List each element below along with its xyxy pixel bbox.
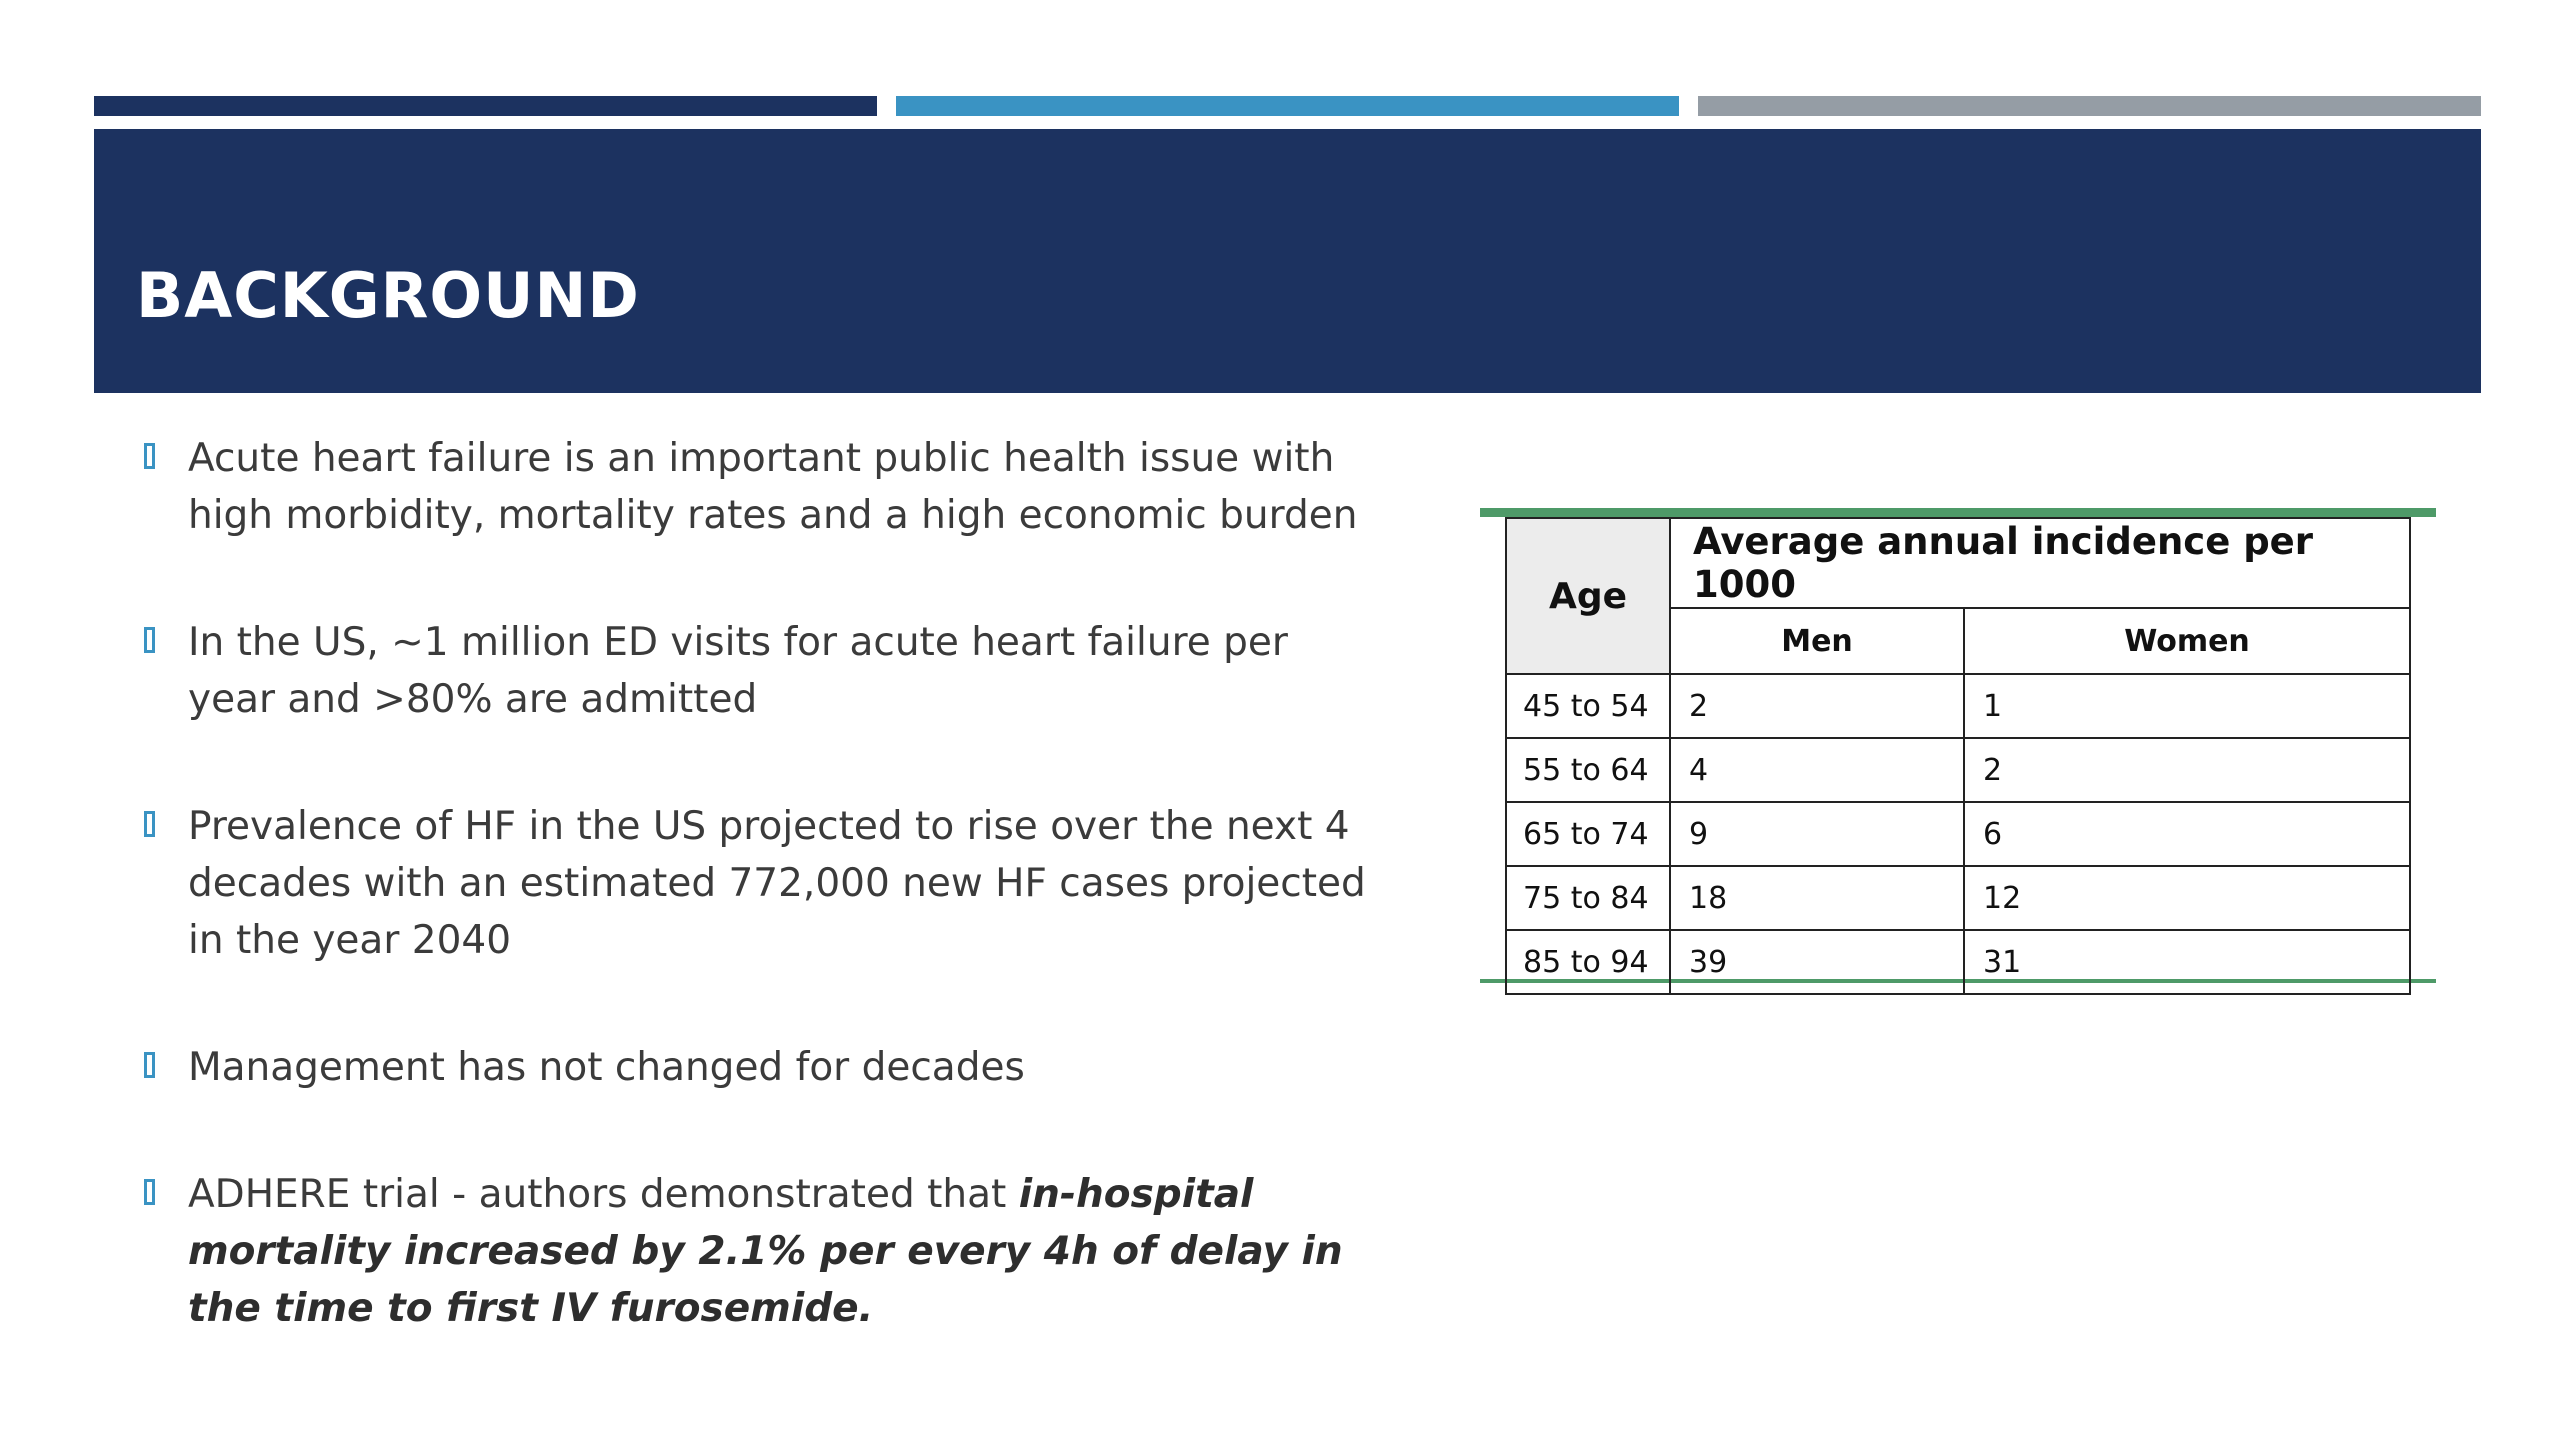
bullet-list [140, 430, 1370, 1407]
women-cell: 12 [1964, 866, 2410, 930]
men-cell: 4 [1670, 738, 1964, 802]
age-cell: 45 to 54 [1506, 674, 1670, 738]
age-cell: 85 to 94 [1506, 930, 1670, 994]
bullet-text: ADHERE trial - authors demonstrated that [188, 1172, 1019, 1217]
men-cell: 18 [1670, 866, 1964, 930]
women-cell: 1 [1964, 674, 2410, 738]
women-cell: 2 [1964, 738, 2410, 802]
bullet-item [140, 1166, 1370, 1337]
bullet-marker-icon [144, 443, 155, 469]
incidence-table [1505, 517, 2411, 995]
title-banner [94, 129, 2481, 393]
incidence-group-header: Average annual incidence per 1000 [1670, 518, 2410, 608]
bullet-marker-icon [144, 627, 155, 653]
women-column-header: Women [1964, 608, 2410, 674]
bullet-item [140, 614, 1370, 728]
age-column-header: Age [1506, 518, 1670, 674]
bullet-emphasis: in-hospital mortality increased by 2.1% per every 4h of delay in the time to first IV furosemide. [188, 1172, 1343, 1331]
women-cell: 31 [1964, 930, 2410, 994]
bullet-item [140, 430, 1370, 544]
accent-bar-blue [896, 96, 1679, 116]
bullet-marker-icon [144, 811, 155, 837]
incidence-table-frame [1480, 508, 2436, 983]
bullet-text: Acute heart failure is an important public health issue with high morbidity, mortality rates and a high economic burden [188, 436, 1358, 538]
bullet-text: Management has not changed for decades [188, 1045, 1025, 1090]
table-row [1506, 866, 2410, 930]
bullet-item [140, 1039, 1370, 1096]
accent-bar-gray [1698, 96, 2481, 116]
bullet-marker-icon [144, 1052, 155, 1078]
bullet-text: Prevalence of HF in the US projected to rise over the next 4 decades with an estimated 772,000 new HF cases projected in the year 2040 [188, 804, 1366, 963]
slide-title: BACKGROUND [136, 259, 640, 332]
women-cell: 6 [1964, 802, 2410, 866]
age-cell: 55 to 64 [1506, 738, 1670, 802]
table-row [1506, 930, 2410, 994]
bullet-marker-icon [144, 1179, 155, 1205]
table-row [1506, 802, 2410, 866]
table-row [1506, 738, 2410, 802]
men-cell: 2 [1670, 674, 1964, 738]
accent-bar-navy [94, 96, 877, 116]
bullet-item [140, 798, 1370, 969]
age-cell: 75 to 84 [1506, 866, 1670, 930]
age-cell: 65 to 74 [1506, 802, 1670, 866]
men-column-header: Men [1670, 608, 1964, 674]
men-cell: 39 [1670, 930, 1964, 994]
table-row [1506, 674, 2410, 738]
bullet-text: In the US, ~1 million ED visits for acute heart failure per year and >80% are admitted [188, 620, 1288, 722]
men-cell: 9 [1670, 802, 1964, 866]
